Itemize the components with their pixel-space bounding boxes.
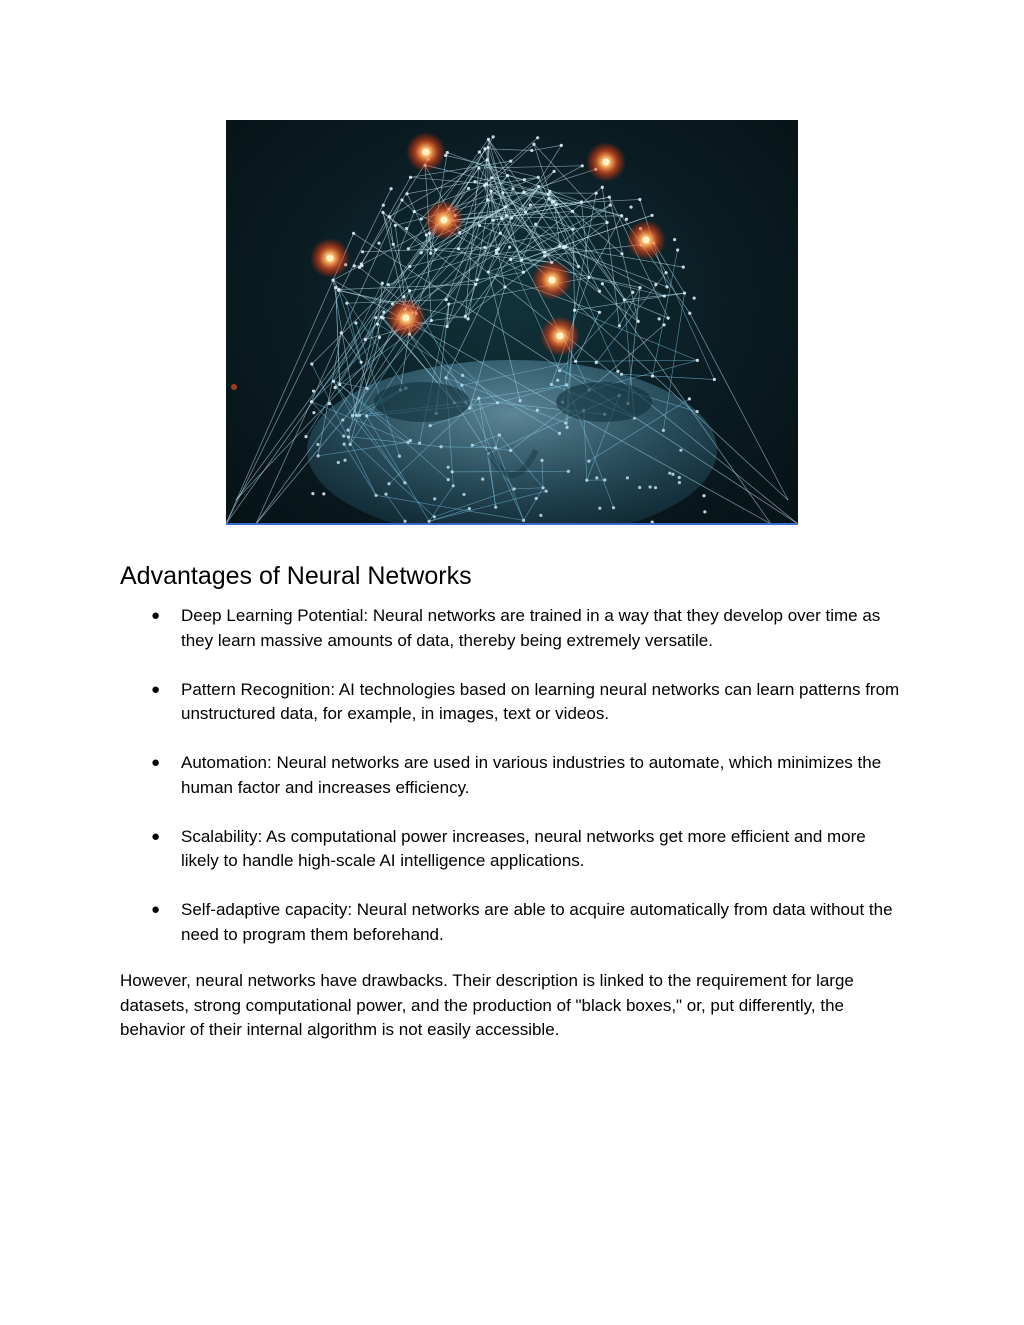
mesh-node [620, 214, 623, 217]
mesh-node [337, 289, 340, 292]
neural-head-image [226, 120, 798, 524]
mesh-node [420, 251, 423, 254]
mesh-node [505, 214, 508, 217]
mesh-node [638, 286, 641, 289]
mesh-node [354, 321, 357, 324]
mesh-node [374, 316, 377, 319]
mesh-node [345, 302, 348, 305]
mesh-node [407, 247, 410, 250]
mesh-node [360, 264, 363, 267]
mesh-node [506, 174, 509, 177]
mesh-node [490, 176, 493, 179]
mesh-node [537, 185, 540, 188]
mesh-node [548, 190, 551, 193]
bullet-icon: ● [151, 680, 161, 698]
mesh-node [503, 285, 506, 288]
mesh-line [576, 360, 698, 361]
mesh-node [387, 283, 390, 286]
mesh-node [381, 282, 384, 285]
mesh-node [405, 227, 408, 230]
mesh-node [413, 210, 416, 213]
list-item-text: Scalability: As computational power increases, neural networks get more efficient and more likely to handle high-scale AI intelligence applications. [181, 826, 866, 870]
mesh-line [339, 290, 361, 362]
face-silhouette [307, 360, 717, 524]
mesh-node [713, 378, 716, 381]
mesh-node [683, 292, 686, 295]
mesh-node [430, 319, 433, 322]
mesh-node [429, 252, 432, 255]
bullet-icon: ● [151, 901, 161, 918]
section-heading: Advantages of Neural Networks [120, 562, 472, 590]
mesh-node [331, 278, 334, 281]
mesh-node [574, 360, 577, 363]
mesh-node [408, 289, 411, 292]
mesh-node [508, 245, 511, 248]
bullet-icon: ● [151, 754, 161, 771]
mesh-node [489, 190, 492, 193]
mesh-node [487, 146, 490, 149]
mesh-node [553, 170, 556, 173]
mesh-node [650, 214, 653, 217]
mesh-line [532, 145, 562, 150]
mesh-node [390, 187, 393, 190]
mesh-node [620, 252, 623, 255]
mesh-line [431, 316, 465, 320]
mesh-node [520, 258, 523, 261]
mesh-node [333, 386, 336, 389]
mesh-node [696, 359, 699, 362]
list-item-text: Deep Learning Potential: Neural networks are trained in a way that they develop over time as they learn massive amounts of data, thereby being extremely versatile. [181, 606, 881, 650]
mesh-node [581, 164, 584, 167]
mesh-node [486, 198, 489, 201]
mesh-node [664, 271, 667, 274]
mesh-node [609, 203, 612, 206]
mesh-node [405, 192, 408, 195]
mesh-node [445, 298, 448, 301]
bullet-icon: ● [151, 827, 161, 845]
list-item-text: Pattern Recognition: AI technologies based on learning neural networks can learn patterns from unstructured data, for example, in images, text or videos. [181, 679, 900, 723]
mesh-node [310, 400, 313, 403]
mesh-node [402, 295, 405, 298]
mesh-node [658, 317, 661, 320]
mesh-node [312, 411, 315, 414]
mesh-node [673, 238, 676, 241]
mesh-node [524, 210, 527, 213]
mesh-node [476, 278, 479, 281]
mesh-node [676, 248, 679, 251]
mesh-node [543, 254, 546, 257]
mesh-node [601, 282, 604, 285]
glow-node [231, 384, 237, 390]
bullet-icon: ● [151, 607, 161, 624]
closing-paragraph: However, neural networks have drawbacks. Their description is linked to the requirement for large datasets, strong computational power, and the production of "black boxes," or, put differently, the behavior of their internal algorithm is not easily accessible. [120, 971, 854, 1039]
mesh-node [530, 149, 533, 152]
mesh-node [322, 492, 325, 495]
mesh-node [408, 265, 411, 268]
mesh-node [500, 217, 503, 220]
mesh-node [486, 158, 489, 161]
mesh-node [702, 494, 705, 497]
mesh-node [688, 397, 691, 400]
mesh-node [491, 219, 494, 222]
mesh-node [394, 224, 397, 227]
mesh-node [509, 258, 512, 261]
mesh-node [651, 374, 654, 377]
mesh-node [473, 180, 476, 183]
right-eye [556, 382, 652, 422]
left-eye [374, 382, 470, 422]
mesh-node [580, 200, 583, 203]
mesh-node [425, 233, 428, 236]
mesh-node [509, 159, 512, 162]
mesh-node [434, 248, 437, 251]
mesh-node [532, 143, 535, 146]
mesh-node [376, 322, 379, 325]
mesh-node [547, 197, 550, 200]
mesh-node [587, 276, 590, 279]
mesh-node [682, 266, 685, 269]
glow-node-core [557, 333, 564, 340]
mesh-node [492, 135, 495, 138]
mesh-node [558, 245, 561, 248]
mesh-line [407, 194, 426, 235]
mesh-node [478, 224, 481, 227]
mesh-node [560, 144, 563, 147]
glow-node-core [327, 255, 334, 262]
mesh-node [334, 286, 337, 289]
mesh-node [409, 176, 412, 179]
list-item [120, 751, 900, 800]
mesh-node [483, 246, 486, 249]
mesh-node [304, 435, 307, 438]
mesh-node [595, 192, 598, 195]
mesh-node [625, 218, 628, 221]
mesh-node [577, 265, 580, 268]
mesh-node [523, 178, 526, 181]
mesh-node [654, 283, 657, 286]
mesh-node [522, 271, 525, 274]
mesh-node [573, 309, 576, 312]
mesh-node [420, 217, 423, 220]
mesh-node [564, 245, 567, 248]
mesh-node [510, 216, 513, 219]
mesh-node [388, 215, 391, 218]
list-item [120, 678, 900, 727]
mesh-node [616, 370, 619, 373]
mesh-node [608, 196, 611, 199]
mesh-node [310, 362, 313, 365]
mesh-node [364, 338, 367, 341]
mesh-node [487, 138, 490, 141]
mesh-node [666, 285, 669, 288]
mesh-node [382, 310, 385, 313]
mesh-node [483, 184, 486, 187]
mesh-node [606, 221, 609, 224]
mesh-node [478, 150, 481, 153]
mesh-node [467, 317, 470, 320]
mesh-node [598, 290, 601, 293]
mesh-node [623, 298, 626, 301]
mesh-node [332, 380, 335, 383]
mesh-node [555, 203, 558, 206]
glow-node-core [549, 277, 556, 284]
mesh-node [378, 336, 381, 339]
mesh-node [361, 250, 364, 253]
mesh-node [601, 186, 604, 189]
mesh-node [447, 302, 450, 305]
mesh-node [457, 247, 460, 250]
mesh-node [445, 325, 448, 328]
mesh-node [598, 311, 601, 314]
mesh-node [537, 176, 540, 179]
list-item [120, 898, 900, 947]
mesh-node [359, 361, 362, 364]
mesh-node [543, 251, 546, 254]
advantages-list [120, 604, 900, 972]
mesh-node [547, 193, 550, 196]
mesh-node [529, 203, 532, 206]
mesh-node [536, 136, 539, 139]
mesh-node [693, 297, 696, 300]
list-item-text: Automation: Neural networks are used in various industries to automate, which minimizes the human factor and increases efficiency. [181, 753, 882, 797]
image-underline [226, 523, 798, 525]
mesh-node [338, 383, 341, 386]
mesh-node [381, 316, 384, 319]
mesh-node [474, 283, 477, 286]
mesh-node [400, 198, 403, 201]
mesh-node [631, 291, 634, 294]
mesh-node [638, 198, 641, 201]
mesh-node [377, 242, 380, 245]
mesh-node [495, 249, 498, 252]
mesh-node [312, 389, 315, 392]
mesh-node [353, 264, 356, 267]
mesh-line [446, 247, 510, 378]
mesh-node [629, 205, 632, 208]
mesh-node [663, 294, 666, 297]
glow-node-core [423, 149, 430, 156]
mesh-line [489, 139, 552, 262]
mesh-node [483, 147, 486, 150]
glow-node-core [603, 159, 610, 166]
mesh-node [703, 510, 706, 513]
mesh-node [504, 205, 507, 208]
mesh-node [534, 223, 537, 226]
glow-node-core [643, 237, 650, 244]
mesh-node [340, 331, 343, 334]
mesh-node [522, 191, 525, 194]
mesh-node [618, 324, 621, 327]
mesh-node [311, 492, 314, 495]
mesh-node [382, 204, 385, 207]
list-item [120, 604, 900, 653]
mesh-node [464, 315, 467, 318]
mesh-node [662, 323, 665, 326]
mesh-node [511, 187, 514, 190]
mesh-node [571, 227, 574, 230]
glow-node-core [441, 217, 448, 224]
list-item [120, 825, 900, 874]
mesh-node [487, 270, 490, 273]
mesh-node [571, 210, 574, 213]
mesh-node [595, 361, 598, 364]
list-item-text: Self-adaptive capacity: Neural networks are able to acquire automatically from data without the need to program them beforehand. [181, 900, 893, 944]
mesh-node [637, 320, 640, 323]
mesh-node [688, 312, 691, 315]
mesh-node [446, 151, 449, 154]
mesh-node [352, 232, 355, 235]
mesh-node [328, 402, 331, 405]
glow-node-core [403, 315, 410, 322]
mesh-node [667, 317, 670, 320]
mesh-node [381, 211, 384, 214]
neural-head-illustration [226, 120, 798, 524]
mesh-node [551, 200, 554, 203]
mesh-node [467, 187, 470, 190]
mesh-node [501, 191, 504, 194]
mesh-node [499, 232, 502, 235]
mesh-node [495, 252, 498, 255]
mesh-node [477, 166, 480, 169]
mesh-node [392, 243, 395, 246]
